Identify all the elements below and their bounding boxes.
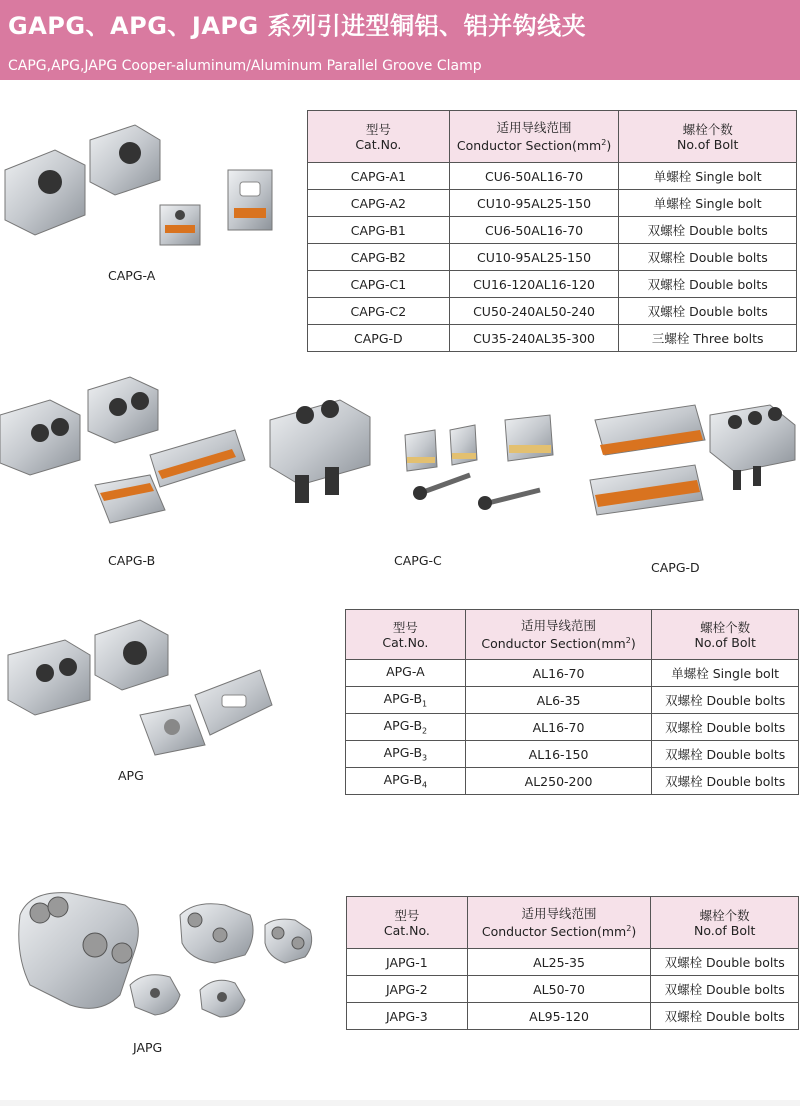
caption-capg-a: CAPG-A xyxy=(108,268,156,283)
capg-spec-table xyxy=(307,110,797,352)
header-cat-no: 型号 Cat.No. xyxy=(308,111,450,163)
page-subtitle: CAPG,APG,JAPG Cooper-aluminum/Aluminum Parallel Groove Clamp xyxy=(8,58,482,74)
capg-d-product-image xyxy=(585,400,800,560)
table-row: JAPG-1 AL25-35 双螺栓 Double bolts xyxy=(347,949,799,976)
caption-capg-b: CAPG-B xyxy=(108,553,156,568)
apg-spec-table xyxy=(345,609,799,795)
table-row: CAPG-B1 CU6-50AL16-70 双螺栓 Double bolts xyxy=(308,217,797,244)
japg-product-image xyxy=(10,885,330,1035)
table-row: CAPG-C2 CU50-240AL50-240 双螺栓 Double bolts xyxy=(308,298,797,325)
table-header-row xyxy=(346,610,799,660)
header-conductor-section: 适用导线范围 Conductor $Section(mm^2)$ xyxy=(467,897,651,949)
header-bolt-count: 螺栓个数 No.of Bolt xyxy=(619,111,797,163)
table-row: APG-$B_1$ AL6-35 双螺栓 Double bolts xyxy=(346,687,799,714)
header-bolt-count: 螺栓个数 No.of Bolt xyxy=(651,897,799,949)
table-row: CAPG-C1 CU16-120AL16-120 双螺栓 Double bolts xyxy=(308,271,797,298)
header-cat-no: 型号 Cat.No. xyxy=(346,610,466,660)
apg-product-image xyxy=(0,615,300,765)
table-row: CAPG-A1 CU6-50AL16-70 单螺栓 Single bolt xyxy=(308,163,797,190)
header-cat-no: 型号 Cat.No. xyxy=(347,897,468,949)
table-row: APG-$B_2$ AL16-70 双螺栓 Double bolts xyxy=(346,714,799,741)
table-row: CAPG-D CU35-240AL35-300 三螺栓 Three bolts xyxy=(308,325,797,352)
table-row: JAPG-3 AL95-120 双螺栓 Double bolts xyxy=(347,1003,799,1030)
japg-spec-table xyxy=(346,896,799,1030)
capg-b-product-image xyxy=(0,375,250,545)
table-row: APG-$B_3$ AL16-150 双螺栓 Double bolts xyxy=(346,741,799,768)
capg-a-product-image xyxy=(0,120,300,260)
header-conductor-section: 适用导线范围 Conductor $Section(mm^2)$ xyxy=(449,111,619,163)
caption-capg-d: CAPG-D xyxy=(651,560,700,575)
page-title: GAPG、APG、JAPG 系列引进型铜铝、铝并钩线夹 xyxy=(8,12,587,40)
capg-c-product-image xyxy=(265,395,565,545)
table-row: APG-$B_4$ AL250-200 双螺栓 Double bolts xyxy=(346,768,799,795)
table-row: JAPG-2 AL50-70 双螺栓 Double bolts xyxy=(347,976,799,1003)
header-banner xyxy=(0,0,800,80)
header-conductor-section: 适用导线范围 Conductor $Section(mm^2)$ xyxy=(465,610,652,660)
table-row: CAPG-B2 CU10-95AL25-150 双螺栓 Double bolts xyxy=(308,244,797,271)
caption-japg: JAPG xyxy=(133,1040,163,1055)
table-header-row xyxy=(347,897,799,949)
caption-capg-c: CAPG-C xyxy=(394,553,442,568)
caption-apg: APG xyxy=(118,768,144,783)
header-bolt-count: 螺栓个数 No.of Bolt xyxy=(652,610,799,660)
footer-strip xyxy=(0,1100,800,1106)
table-row: CAPG-A2 CU10-95AL25-150 单螺栓 Single bolt xyxy=(308,190,797,217)
table-header-row xyxy=(308,111,797,163)
table-row: APG-A AL16-70 单螺栓 Single bolt xyxy=(346,660,799,687)
